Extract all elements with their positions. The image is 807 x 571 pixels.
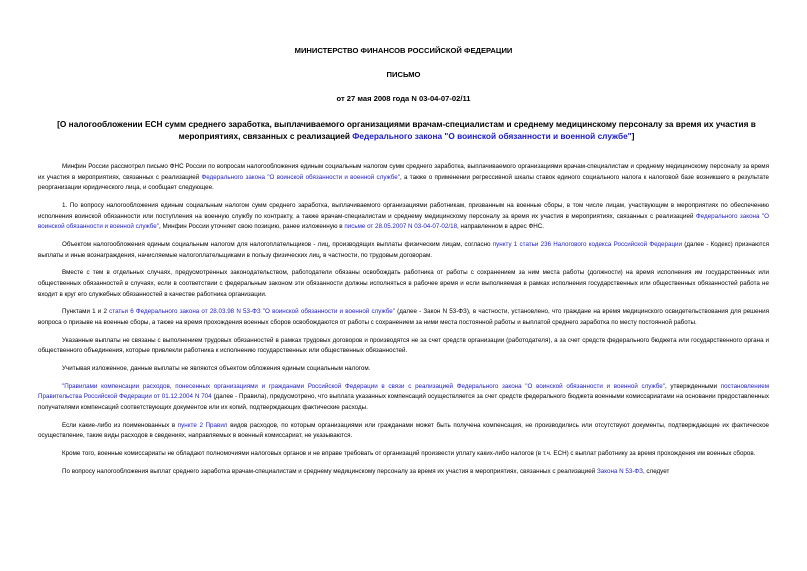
body-paragraph — [38, 240, 769, 261]
document-link[interactable]: "Правилами компенсации расходов, понесенных организациями и гражданами Российской Федерации в связи с реализацией Федерального закона "О воинской обязанности и военной службе" — [62, 382, 665, 390]
document-link[interactable]: статьи 6 Федерального закона от 28.03.98 N 53-ФЗ "О воинской обязанности и военной службе" — [109, 308, 395, 316]
subject-law-link[interactable]: Федерального закона "О воинской обязанности и военной службе" — [352, 130, 632, 141]
subject-close: ] — [631, 130, 635, 141]
document-link[interactable]: Федерального закона "О воинской обязанности и военной службе" — [201, 173, 400, 181]
body-paragraph — [38, 382, 769, 414]
document-link[interactable]: Закона N 53-ФЗ — [596, 467, 643, 475]
paragraph-text: , следует — [642, 467, 670, 475]
paragraph-text: (далее - Правила), предусмотрено, что выплата указанных компенсаций осуществляется за счет средств федерального бюджета военными комиссариатами на основании предоставленных получателями компенсаций соответствующих документов или их копий, подтверждающих фактические расходы. — [38, 393, 769, 411]
body-paragraph — [38, 449, 769, 460]
paragraph-text: Вместе с тем в отдельных случаях, предусмотренных законодательством, работодатели обязаны освобождать работника от работы с сохранением за ним места работы (должности) на время исполнения им государственных или общественных обязанностей в случаях, если в соответствии с федеральным законом эти обязанности должны исполняться в рабочее время и если выполняемая в рамках исполнения государственных или общественных обязанностей работа не входит в круг его служебных обязанностей в качестве работника организации. — [38, 269, 769, 298]
paragraph-text: , утвержденными — [664, 382, 721, 390]
document-date-number: от 27 мая 2008 года N 03-04-07-02/11 — [336, 94, 471, 103]
paragraph-text: (далее - Кодекс) признаются выплаты и иные вознаграждения, начисляемые налогоплательщиками в пользу физических лиц, в частности, по трудовым договорам. — [38, 240, 769, 259]
document-type: ПИСЬМО — [386, 70, 421, 79]
paragraph-text: видов расходов, по которым организациями или гражданами может быть получена компенсация, не производились или отсутствуют документы, подтверждающие их фактическое осуществление, такие виды расходов в сведениях, направляемых в военный комиссариат, не указываются. — [38, 421, 770, 440]
body-paragraph — [38, 162, 769, 194]
document-link[interactable]: письме от 28.05.2007 N 03-04-07-02/18 — [344, 223, 458, 231]
body-paragraph — [38, 201, 769, 233]
body-paragraph — [38, 336, 769, 357]
body-paragraph — [38, 364, 769, 375]
paragraph-text: , Минфин России уточняет свою позицию, ранее изложенную в — [159, 223, 345, 231]
document-link[interactable]: Федерального закона "О воинской обязанности и военной службе" — [38, 212, 769, 231]
ministry-title: МИНИСТЕРСТВО ФИНАНСОВ РОССИЙСКОЙ ФЕДЕРАЦИИ — [294, 46, 513, 55]
paragraph-text: Объектом налогообложения единым социальным налогом для налогоплательщиков - лиц, производящих выплаты физическим лицам, согласно — [62, 240, 493, 248]
paragraph-text: Если какие-либо из поименованных в — [62, 421, 178, 429]
body-paragraph — [38, 307, 769, 328]
paragraph-text: , а также о применении регрессивной шкалы ставок единого социального налога к налоговой базе возникшего в результате реорганизации юридического лица, и сообщает следующее. — [38, 173, 769, 192]
paragraph-text: , направленном в адрес ФНС. — [457, 223, 545, 231]
document-subject — [50, 119, 763, 142]
paragraph-text: Кроме того, военные комиссариаты не обладают полномочиями налоговых органов и не вправе требовать от организаций произвести уплату каких-либо налогов (в т.ч. ЕСН) с выплат работнику за время прохождения им военных сборов. — [62, 450, 756, 458]
document-body — [38, 162, 769, 485]
body-paragraph — [38, 268, 769, 300]
paragraph-text: 1. По вопросу налогообложения единым социальным налогом сумм среднего заработка, выплачиваемого организациями работникам, призванным на военные сборы, в том числе лицам, участвующим в мероприятиях по обеспечению исполнения воинской обязанности или поступления на военную службу по контракту, а также врачам-специалистам и среднему медицинскому персоналу за время их участия в мероприятиях, связанных с реализацией — [38, 201, 769, 220]
body-paragraph — [38, 421, 769, 442]
body-paragraph — [38, 467, 769, 478]
paragraph-text: Пунктами 1 и 2 — [62, 308, 110, 316]
document-link[interactable]: пункту 1 статьи 236 Налогового кодекса Российской Федерации — [492, 240, 683, 248]
subject-text: [О налогообложении ЕСН сумм среднего заработка, выплачиваемого организациями врачам-специалистам и среднему медицинскому персоналу за время их участия в мероприятиях, связанных с реализацией — [57, 119, 756, 141]
document-link[interactable]: постановлением Правительства Российской Федерации от 01.12.2004 N 704 — [38, 382, 769, 401]
paragraph-text: Указанные выплаты не связаны с выполнением трудовых обязанностей в рамках трудовых договоров и производятся не за счет средств организации (работодателя), а за счет средств федерального бюджета или государственного органа и общественного объединения, которые привлекли работника к исполнению государственных или общественных обязанностей. — [38, 336, 769, 355]
paragraph-text: Учитывая изложенное, данные выплаты не являются объектом обложения единым социальным налогом. — [62, 365, 371, 373]
paragraph-text: (далее - Закон N 53-ФЗ), в частности, установлено, что граждане на время медицинского освидетельствования для решения вопроса о призыве на военные сборы, а также на время прохождения военных сборов освобождаются от работы с сохранением за ними места постоянной работы и выплатой среднего заработка по месту постоянной работы. — [38, 308, 769, 326]
paragraph-text: Минфин России рассмотрел письмо ФНС России по вопросам налогообложения единым социальным налогом сумм среднего заработка, выплачиваемого организациями врачам-специалистам и среднему медицинскому персоналу за время их участия в мероприятиях, связанных с реализацией — [38, 163, 769, 181]
paragraph-text: По вопросу налогообложения выплат среднего заработка врачам-специалистам и среднему медицинскому персоналу за время их участия в мероприятиях, связанных с реализацией — [62, 467, 597, 475]
document-link[interactable]: пункте 2 Правил — [177, 421, 228, 429]
